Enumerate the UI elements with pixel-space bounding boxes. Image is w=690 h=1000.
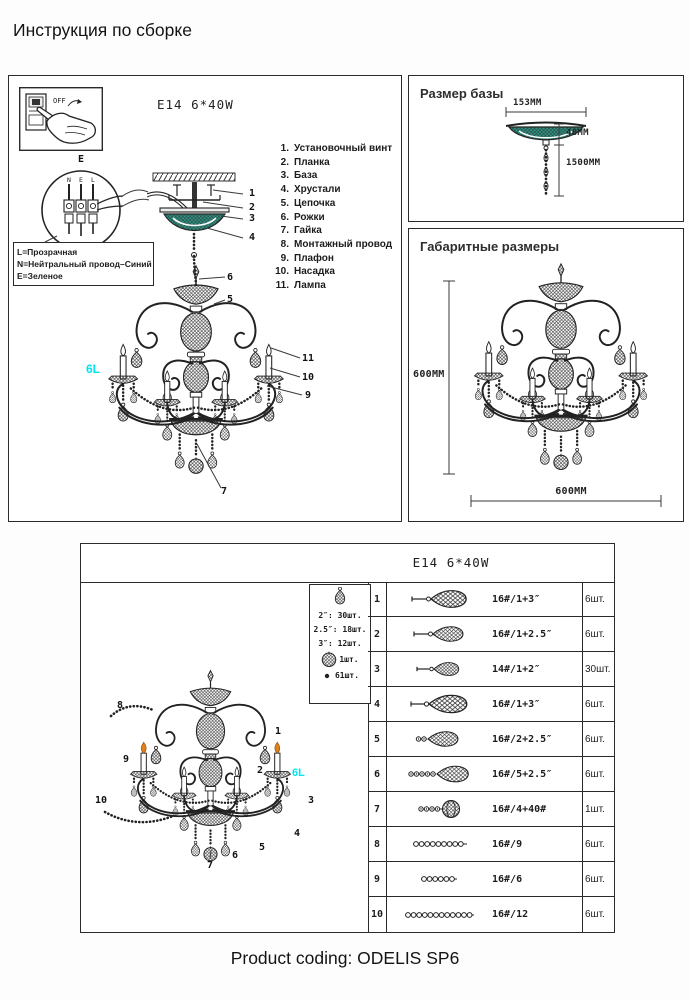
parts-list-item: 5. Цепочка <box>280 197 336 209</box>
row-number: 8 <box>368 827 387 861</box>
legend-size: 3″: 12шт. <box>318 639 362 648</box>
part-code: 16#/9 <box>492 838 523 850</box>
part-qty: 6шт. <box>582 582 614 616</box>
callout-mount-4: 4 <box>249 232 256 243</box>
table-row <box>368 687 614 722</box>
table-row <box>368 897 614 932</box>
part-qty: 6шт. <box>582 617 614 651</box>
parts-list-item: 6. Рожки <box>280 211 325 223</box>
bead-chain-icon <box>387 902 492 928</box>
base-size-panel <box>408 75 684 222</box>
table-row <box>368 757 614 792</box>
part-qty: 6шт. <box>582 722 614 756</box>
legend-ball-qty: 1шт. <box>310 651 370 668</box>
row-number: 4 <box>368 687 387 721</box>
overall-dimensions-title: Габаритные размеры <box>420 239 560 254</box>
parts-list-item: 10. Насадка <box>275 266 335 278</box>
row-number: 10 <box>368 897 387 932</box>
table-row <box>368 792 614 827</box>
table-row <box>368 652 614 687</box>
table-row <box>368 582 614 617</box>
parts-list-item: 11. Лампа <box>275 280 326 292</box>
legend-size: 2″: 30шт. <box>318 611 362 620</box>
callout-7: 7 <box>207 860 214 871</box>
product-coding: Product coding: ODELIS SP6 <box>230 948 460 968</box>
parts-list-item: 7. Гайка <box>280 225 322 237</box>
crystal-ball-icon <box>321 651 337 668</box>
legend-size: 2.5″: 18шт. <box>313 625 367 634</box>
wiring-note-line: N=Нейтральный провод–Синий <box>17 259 152 269</box>
chain-length-dim: 1500MM <box>566 158 601 168</box>
callout-5: 5 <box>259 842 266 853</box>
callout-2: 2 <box>257 765 264 776</box>
off-label: OFF <box>53 97 66 105</box>
table-row <box>368 827 614 862</box>
parts-list-item: 4. Хрустали <box>280 184 341 196</box>
callout-mount-1: 1 <box>249 188 256 199</box>
pin-crystal-drop-icon <box>387 621 492 647</box>
pin-crystal-drop-icon <box>387 586 492 612</box>
part-qty: 6шт. <box>582 897 614 932</box>
part-qty: 1шт. <box>582 792 614 826</box>
beads-crystal-drop-icon <box>387 726 492 752</box>
row-number: 7 <box>368 792 387 826</box>
width-dim: 600MM <box>555 486 587 497</box>
pin-crystal-drop-icon <box>387 691 492 717</box>
bead-chain-icon <box>387 866 492 892</box>
earth-wire-label: E <box>78 154 85 165</box>
parts-list-item: 3. База <box>280 170 318 182</box>
beads-crystal-ball-icon <box>387 796 492 822</box>
parts-list-item: 2. Планка <box>280 156 330 168</box>
part-code: 16#/6 <box>492 873 523 885</box>
callout-8: 8 <box>117 700 124 711</box>
ceiling-mount-diagram <box>147 166 247 261</box>
part-qty: 6шт. <box>582 757 614 791</box>
callout-arm: 5 <box>227 294 234 305</box>
callout-mount-2: 2 <box>249 202 256 213</box>
wiring-note-line: L=Прозрачная <box>17 247 78 257</box>
crystal-drop-icon <box>310 585 370 609</box>
lamp-spec-label: E14 6*40W <box>157 97 234 112</box>
row-number: 3 <box>368 652 387 686</box>
part-code: 14#/1+2″ <box>492 663 541 675</box>
callout-9: 9 <box>123 754 130 765</box>
table-row <box>368 722 614 757</box>
callout-lamp: 11 <box>302 353 315 364</box>
callout-10: 10 <box>95 795 108 806</box>
row-number: 2 <box>368 617 387 651</box>
callout-4: 4 <box>294 828 301 839</box>
lamp-count-label: 6L <box>86 362 101 376</box>
table-row <box>368 617 614 652</box>
terminal-block-diagram <box>39 168 123 252</box>
lamp-count-label: 6L <box>292 767 305 779</box>
parts-list-item: 1. Установочный винт <box>280 143 393 154</box>
crystal-parts-table <box>368 582 614 932</box>
crystal-parts-panel <box>80 543 615 933</box>
table-row <box>368 862 614 897</box>
row-number: 6 <box>368 757 387 791</box>
part-code: 16#/1+2.5″ <box>492 628 553 640</box>
part-qty: 6шт. <box>582 687 614 721</box>
callout-mount-3: 3 <box>249 213 256 224</box>
wiring-note-line: E=Зеленое <box>17 271 63 281</box>
page-title: Инструкция по сборке <box>13 20 192 40</box>
callout-6: 6 <box>232 850 239 861</box>
parts-list-item: 8. Монтажный провод <box>280 238 393 250</box>
part-code: 16#/12 <box>492 909 529 920</box>
callout-1: 1 <box>275 726 282 737</box>
row-number: 5 <box>368 722 387 756</box>
overall-dimensions-panel <box>408 228 684 522</box>
callout-3: 3 <box>308 795 315 806</box>
pin-crystal-drop-icon <box>387 656 492 682</box>
bead-chain-icon <box>387 831 492 857</box>
part-code: 16#/1+3″ <box>492 698 541 710</box>
candle-flame-icon <box>141 743 146 754</box>
parts-list-item: 9. Плафон <box>280 252 334 264</box>
legend-bead-qty: 61шт. <box>310 668 370 684</box>
row-number: 9 <box>368 862 387 896</box>
part-qty: 30шт. <box>582 652 614 686</box>
chandelier-drawing <box>81 262 311 492</box>
row-number: 1 <box>368 582 387 616</box>
power-off-instruction-inset <box>19 87 103 151</box>
part-code: 16#/1+3″ <box>492 593 541 605</box>
height-dim: 600MM <box>413 369 445 380</box>
part-qty: 6шт. <box>582 862 614 896</box>
beads-crystal-drop-icon <box>387 761 492 787</box>
base-size-title: Размер базы <box>420 86 504 101</box>
part-qty: 6шт. <box>582 827 614 861</box>
callout-chain: 6 <box>227 272 234 283</box>
callout-sleeve: 10 <box>302 372 315 383</box>
part-code: 16#/4+40# <box>492 803 547 815</box>
part-code: 16#/2+2.5″ <box>492 733 553 745</box>
bead-icon <box>321 671 333 681</box>
terminal-letter-n: N <box>67 176 71 184</box>
callout-nut: 7 <box>221 486 228 497</box>
base-dimension-drawing <box>459 96 649 221</box>
lamp-spec-label: E14 6*40W <box>412 555 490 570</box>
terminal-letter-l: L <box>91 176 95 184</box>
candle-flame-icon <box>275 743 280 754</box>
dimension-lines <box>409 229 683 521</box>
base-width-dim: 153MM <box>513 98 542 108</box>
base-height-dim: 46MM <box>566 128 589 138</box>
crystal-size-legend <box>309 584 371 704</box>
part-code: 16#/5+2.5″ <box>492 768 553 780</box>
terminal-letter-e: E <box>79 176 83 184</box>
assembly-diagram-panel <box>8 75 402 522</box>
callout-bobeche: 9 <box>305 390 312 401</box>
